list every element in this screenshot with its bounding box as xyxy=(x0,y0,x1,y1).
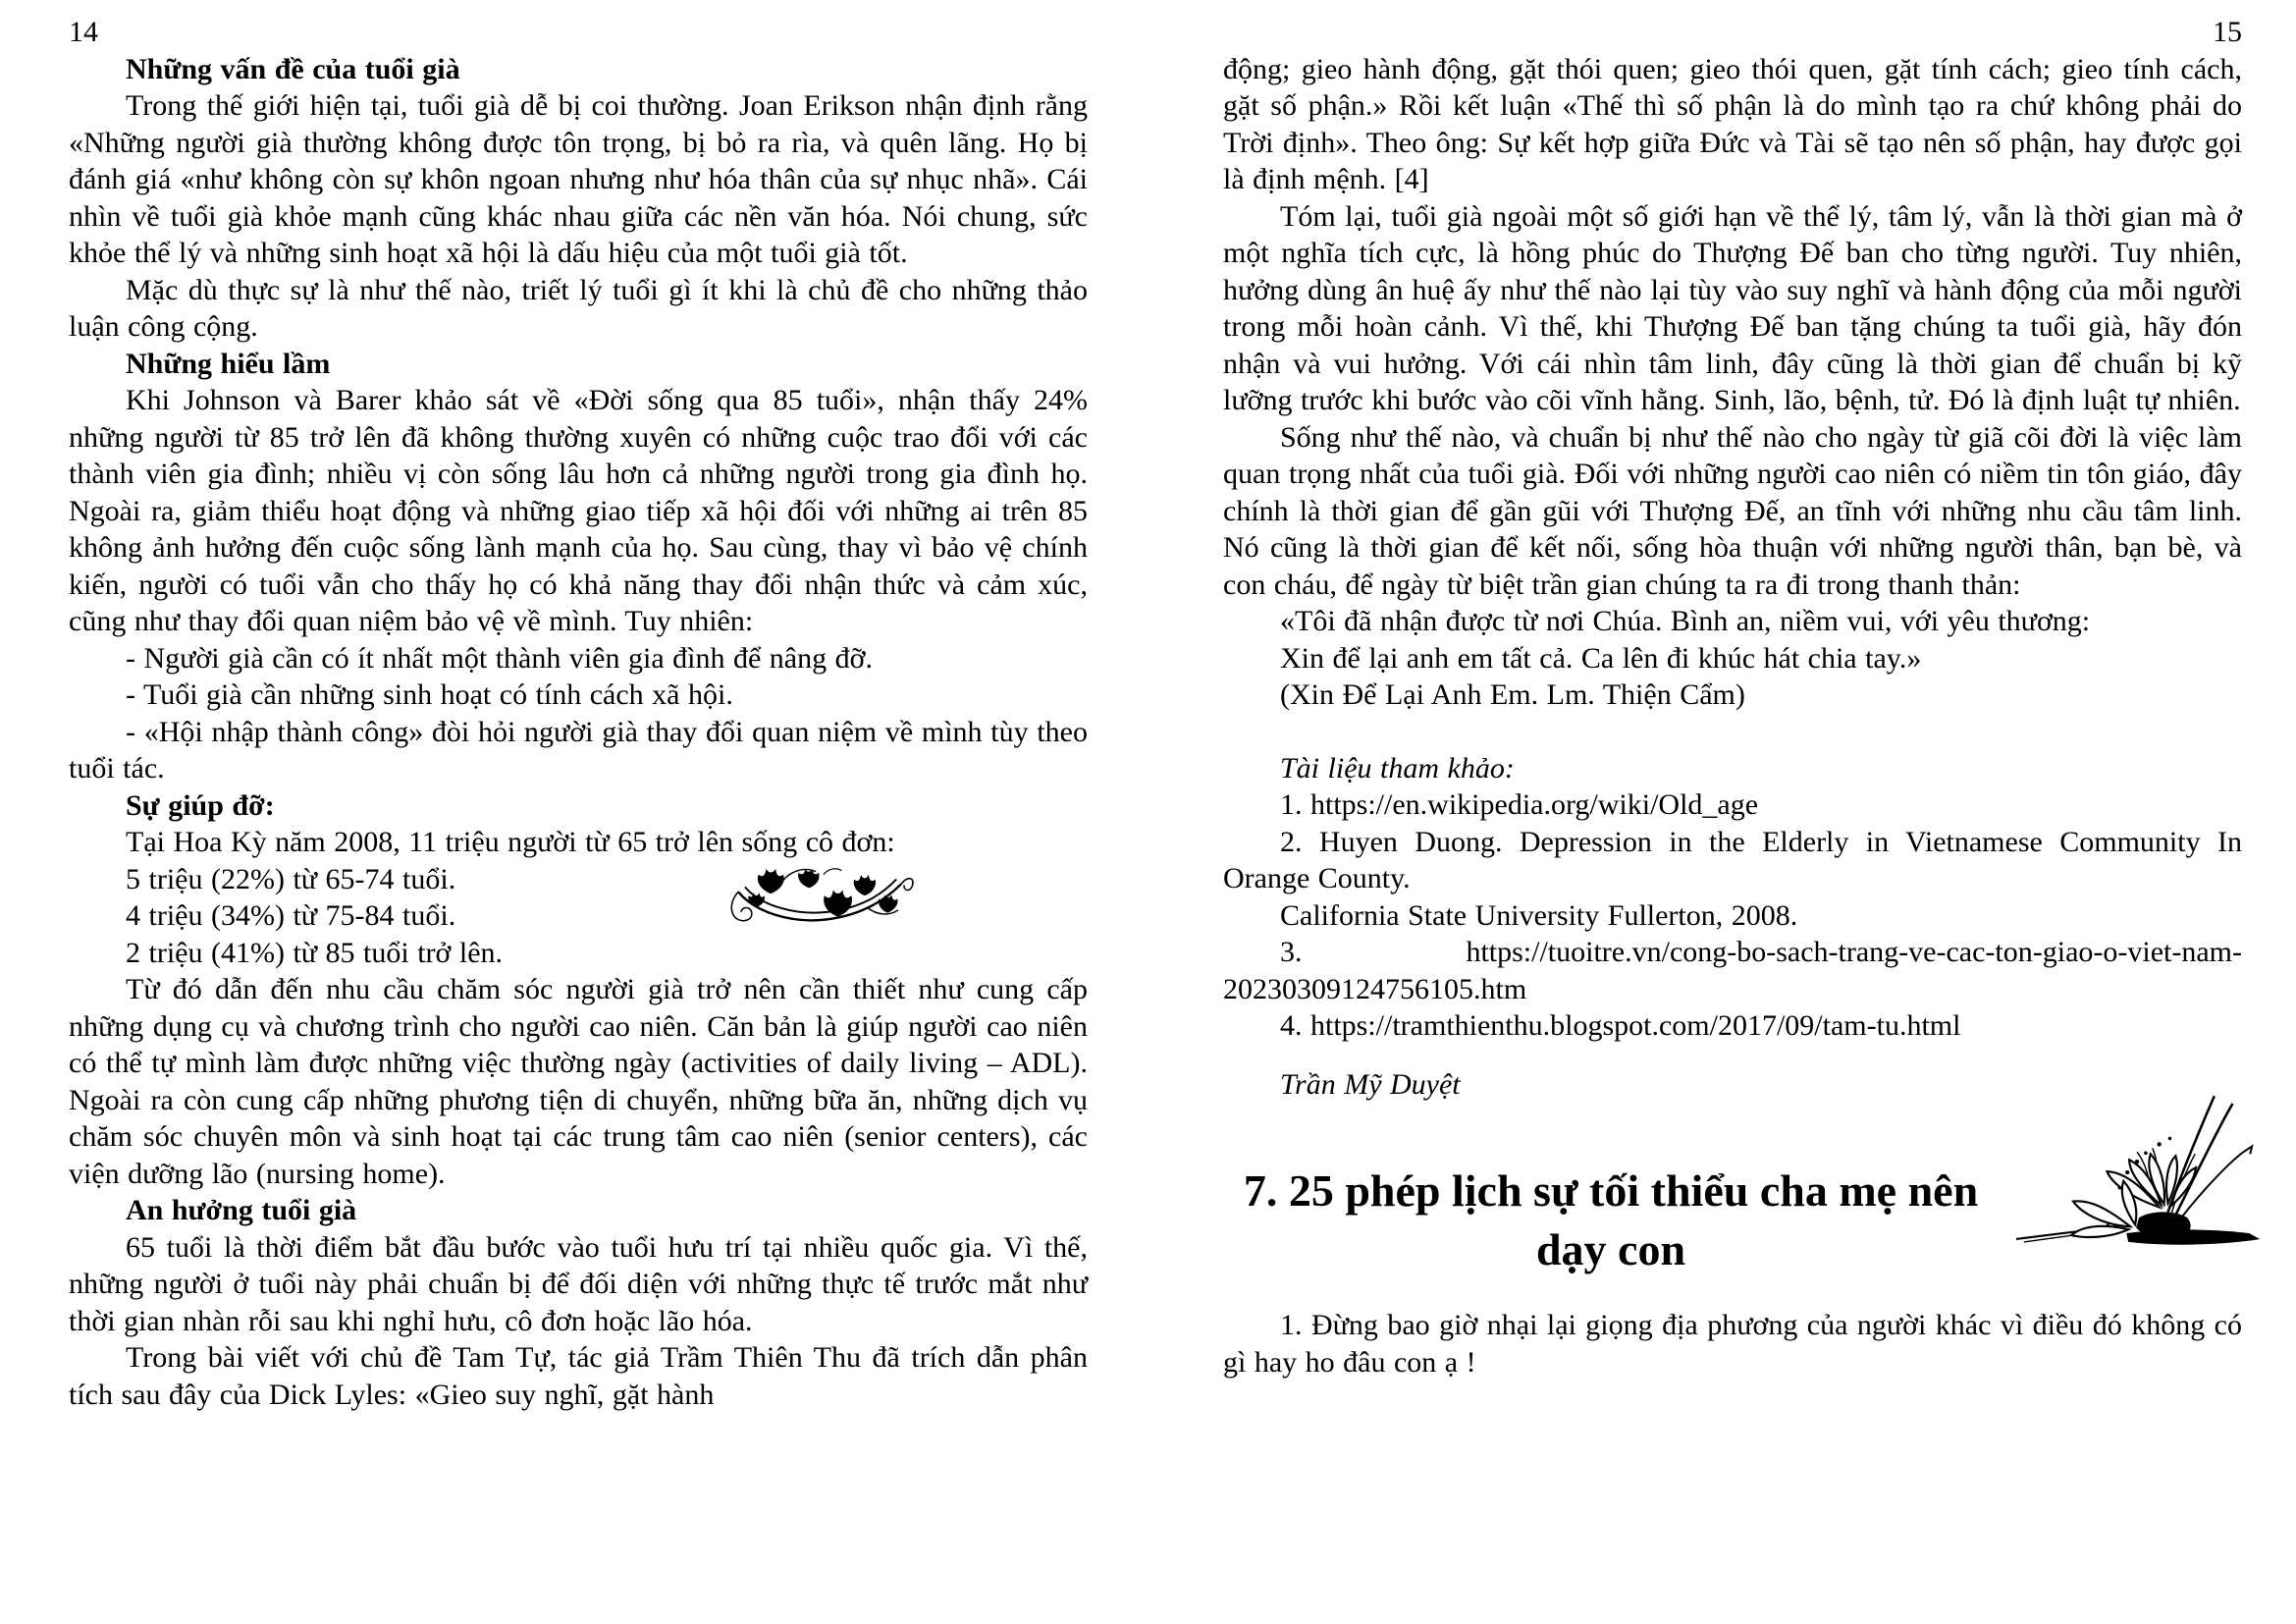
statistic-line: 5 triệu (22%) từ 65-74 tuổi. xyxy=(126,862,456,895)
reference-item: 1. https://en.wikipedia.org/wiki/Old_age xyxy=(1280,788,1759,821)
section-heading: Những hiểu lầm xyxy=(126,347,331,380)
author-name: Trần Mỹ Duyệt xyxy=(1280,1067,1461,1101)
statistic-line: 2 triệu (41%) từ 85 tuổi trở lên. xyxy=(126,936,504,969)
list-item: - «Hội nhập thành công» đòi hỏi người già thay đổi quan niệm về mình tùy theo tuổi tác. xyxy=(69,715,1088,785)
reference-item: California State University Fullerton, 2008. xyxy=(1280,898,1798,932)
chapter-title: 7. 25 phép lịch sự tối thiểu cha mẹ nên dạy con xyxy=(1243,1165,1979,1274)
statistic-line: 4 triệu (34%) từ 75-84 tuổi. xyxy=(126,899,456,932)
paragraph: Tại Hoa Kỳ năm 2008, 11 triệu người từ 65 trở lên sống cô đơn: xyxy=(126,826,895,858)
paragraph: Trong thế giới hiện tại, tuổi già dễ bị coi thường. Joan Erikson nhận định rằng «Những người già thường không được tôn trọng, bị bỏ ra rìa, và quên lãng. Họ bị đánh giá «như không còn sự khôn ngoan nhưng như hóa thân của sự nhục nhã». Cái nhìn về tuổi già khỏe mạnh cũng khác nhau giữa các nền văn hóa. Nói chung, sức khỏe thể lý và những sinh hoạt xã hội là dấu hiệu của một tuổi già tốt. xyxy=(69,89,1088,269)
quote-attribution: (Xin Để Lại Anh Em. Lm. Thiện Cẩm) xyxy=(1280,678,1745,711)
paragraph: Trong bài viết với chủ đề Tam Tự, tác giả Trầm Thiên Thu đã trích dẫn phân tích sau đây của Dick Lyles: «Gieo suy nghĩ, gặt hành xyxy=(69,1341,1088,1411)
paragraph: Khi Johnson và Barer khảo sát về «Đời sống qua 85 tuổi», nhận thấy 24% những người từ 85 trở lên đã không thường xuyên có những cuộc trao đổi với các thành viên gia đình; nhiều vị còn sống lâu hơn cả những người trong gia đình họ. Ngoài ra, giảm thiểu hoạt động và những giao tiếp xã hội đối với những ai trên 85 không ảnh hưởng đến cuộc sống lành mạnh của họ. Sau cùng, thay vì bảo vệ chính kiến, người có tuổi vẫn cho thấy họ có khả năng thay đổi nhận thức và cảm xúc, cũng như thay đổi quan niệm bảo vệ về mình. Tuy nhiên: xyxy=(69,384,1088,637)
references-heading: Tài liệu tham khảo: xyxy=(1280,751,1515,785)
paragraph: 1. Đừng bao giờ nhại lại giọng địa phương của người khác vì điều đó không có gì hay ho đâu con ạ ! xyxy=(1223,1309,2242,1379)
list-item: - Người già cần có ít nhất một thành viên gia đình để nâng đỡ. xyxy=(126,641,873,675)
ivy-vine-ornament-icon xyxy=(724,863,917,942)
reference-item: 2. Huyen Duong. Depression in the Elderly in Vietnamese Community In Orange County. xyxy=(1223,825,2242,894)
quote-line: «Tôi đã nhận được từ nơi Chúa. Bình an, niềm vui, với yêu thương: xyxy=(1280,605,2091,637)
reference-item: 4. https://tramthienthu.blogspot.com/2017/09/tam-tu.html xyxy=(1280,1009,1961,1042)
quote-line: Xin để lại anh em tất cả. Ca lên đi khúc hát chia tay.» xyxy=(1280,641,1922,675)
reference-item: 3. https://tuoitre.vn/cong-bo-sach-trang-ve-cac-ton-giao-o-viet-nam-20230309124756105.htm xyxy=(1223,936,2242,1005)
paragraph: Mặc dù thực sự là như thế nào, triết lý tuổi gì ít khi là chủ đề cho những thảo luận công cộng. xyxy=(69,273,1088,343)
statistics-block xyxy=(69,861,1088,972)
section-heading: An hưởng tuổi già xyxy=(126,1194,357,1226)
page-left xyxy=(69,14,1088,1413)
section-heading: Những vấn đề của tuổi già xyxy=(126,52,460,85)
wild-flower-sketch-icon xyxy=(2014,1091,2266,1256)
paragraph: 65 tuổi là thời điểm bắt đầu bước vào tuổi hưu trí tại nhiều quốc gia. Vì thế, những người ở tuổi này phải chuẩn bị để đối diện với những thực tế trước mắt như thời gian nhàn rỗi sau khi nghỉ hưu, cô đơn hoặc lão hóa. xyxy=(69,1230,1088,1337)
paragraph: động; gieo hành động, gặt thói quen; gieo thói quen, gặt tính cách; gieo tính cách, gặt số phận.» Rồi kết luận «Thế thì số phận là do mình tạo ra chứ không phải do Trời định». Theo ông: Sự kết hợp giữa Đức và Tài sẽ tạo nên số phận, hay được gọi là định mệnh. [4] xyxy=(1223,52,2242,195)
page-right xyxy=(1223,14,2242,1380)
section-heading: Sự giúp đỡ: xyxy=(126,788,275,822)
paragraph: Từ đó dẫn đến nhu cầu chăm sóc người già trở nên cần thiết như cung cấp những dụng cụ và chương trình cho người cao niên. Căn bản là giúp người cao niên có thể tự mình làm được những việc thường ngày (activities of daily living – ADL). Ngoài ra còn cung cấp những phương tiện di chuyển, những bữa ăn, những dịch vụ chăm sóc chuyên môn và sinh hoạt tại các trung tâm cao niên (senior centers), các viện dưỡng lão (nursing home). xyxy=(69,973,1088,1190)
page-number: 15 xyxy=(2213,16,2242,48)
page-number: 14 xyxy=(69,16,98,48)
chapter-heading-block xyxy=(1223,1162,2242,1279)
paragraph: Sống như thế nào, và chuẩn bị như thế nào cho ngày từ giã cõi đời là việc làm quan trọng nhất của tuổi già. Đối với những người cao niên có niềm tin tôn giáo, đây chính là thời gian để gần gũi với Thượng Đế, an tĩnh với những nhu cầu tâm linh. Nó cũng là thời gian để kết nối, sống hòa thuận với những người thân, bạn bè, và con cháu, để ngày từ biệt trần gian chúng ta ra đi trong thanh thản: xyxy=(1223,420,2242,601)
list-item: - Tuổi già cần những sinh hoạt có tính cách xã hội. xyxy=(126,678,733,711)
paragraph: Tóm lại, tuổi già ngoài một số giới hạn về thể lý, tâm lý, vẫn là thời gian mà ở một nghĩa tích cực, là hồng phúc do Thượng Đế ban cho từng người. Tuy nhiên, hưởng dùng ân huệ ấy như thế nào lại tùy vào suy nghĩ và hành động của mỗi người trong mỗi hoàn cảnh. Vì thế, khi Thượng Đế ban tặng chúng ta tuổi già, hãy đón nhận và vui hưởng. Với cái nhìn tâm linh, đây cũng là thời gian để chuẩn bị kỹ lưỡng trước khi bước vào cõi vĩnh hằng. Sinh, lão, bệnh, tử. Đó là định luật tự nhiên. xyxy=(1223,199,2242,416)
